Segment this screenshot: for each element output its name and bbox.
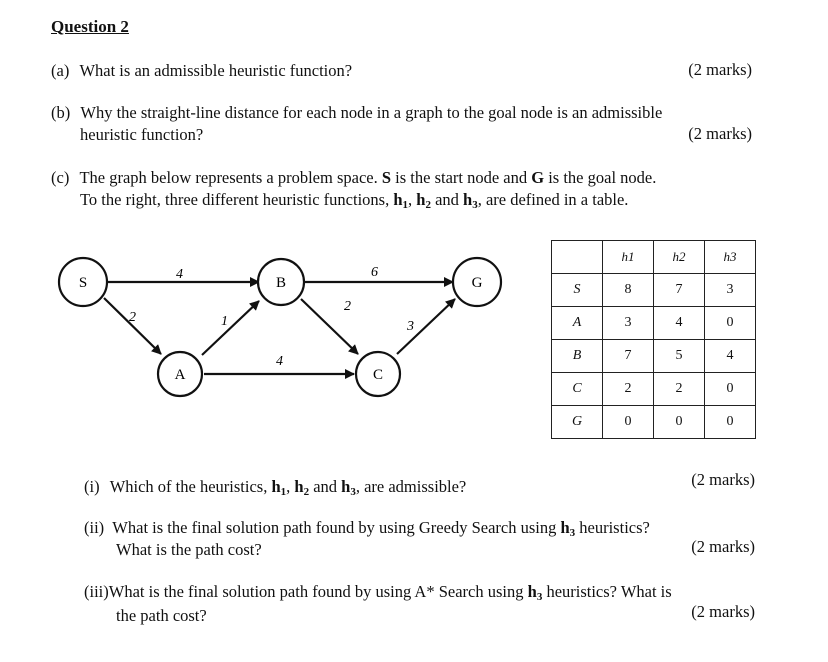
question-a-label: (a) [51, 61, 70, 80]
question-i-marks: (2 marks) [691, 470, 755, 489]
question-c-line2: To the right, three different heuristic functions, $h_1$, $h_2$ and $h_3$, are defined in a table. [80, 190, 629, 211]
table-corner [552, 241, 603, 274]
row-node: C [552, 373, 603, 406]
question-a-text: What is an admissible heuristic function? [79, 61, 353, 80]
question-c-text1a: The graph below represents a problem space. [79, 168, 378, 187]
header-h3: h3 [705, 241, 756, 274]
header-h1: h1 [603, 241, 654, 274]
edge-s-a [104, 298, 161, 354]
question-c-label: (c) [51, 168, 70, 187]
h2-ref: $h_2$ [416, 190, 431, 211]
cell-h2: 5 [654, 340, 705, 373]
question-c-text2a: To the right, three different heuristic functions, [80, 190, 390, 209]
row-node: B [552, 340, 603, 373]
table-row [552, 274, 756, 307]
cell-h1: 7 [603, 340, 654, 373]
node-g [453, 258, 501, 306]
question-c-text1c: is the goal node. [548, 168, 657, 187]
question-title: Question 2 [51, 17, 129, 36]
row-node: G [552, 406, 603, 439]
table-row [552, 373, 756, 406]
cell-h3: 4 [705, 340, 756, 373]
table-row [552, 340, 756, 373]
goal-node-ref: G [531, 168, 545, 187]
cell-h1: 2 [603, 373, 654, 406]
edge-a-b [202, 301, 259, 355]
table-row [552, 307, 756, 340]
cell-h1: 8 [603, 274, 654, 307]
weight-a-b: 1 [221, 314, 228, 329]
weight-b-c: 2 [344, 299, 351, 314]
cell-h3: 3 [705, 274, 756, 307]
table-header-row [552, 241, 756, 274]
question-b-label: (b) [51, 103, 71, 122]
cell-h2: 2 [654, 373, 705, 406]
svg-text:B: B [275, 275, 287, 291]
question-a [51, 60, 352, 81]
cell-h2: 4 [654, 307, 705, 340]
node-a [158, 352, 202, 396]
svg-text:G: G [471, 275, 483, 291]
question-iii-label: (iii) [84, 582, 109, 601]
node-b [258, 259, 304, 305]
cell-h3: 0 [705, 406, 756, 439]
cell-h2: 7 [654, 274, 705, 307]
node-c [356, 352, 400, 396]
question-ii-label: (ii) [84, 518, 105, 537]
question-ii-marks: (2 marks) [691, 537, 755, 556]
question-i: (i) Which of the heuristics, $h_1$, $h_2$ and $h_3$, are admissible? [84, 477, 467, 498]
h3-ref: $h_3$ [463, 190, 478, 211]
table-row [552, 406, 756, 439]
question-iii-marks: (2 marks) [691, 602, 755, 621]
node-s [59, 258, 107, 306]
row-node: A [552, 307, 603, 340]
weight-c-g: 3 [407, 319, 414, 334]
heuristics-table [551, 240, 756, 439]
question-b-line1: Why the straight-line distance for each node in a graph to the goal node is an admissible [80, 103, 663, 122]
cell-h2: 0 [654, 406, 705, 439]
cell-h1: 3 [603, 307, 654, 340]
question-iii-line2: the path cost? [116, 606, 207, 625]
question-c-text1b: is the start node and [395, 168, 528, 187]
weight-s-b: 4 [176, 267, 183, 282]
header-h2: h2 [654, 241, 705, 274]
edge-c-g [397, 299, 455, 354]
question-iii: (iii)What is the final solution path found by using A* Search using $h_3$ heuristics? What is [84, 582, 672, 603]
question-ii: (ii) What is the final solution path found by using Greedy Search using $h_3$ heuristics? [84, 518, 650, 539]
cell-h1: 0 [603, 406, 654, 439]
question-a-marks: (2 marks) [688, 60, 752, 79]
question-c-line1 [51, 167, 656, 188]
weight-b-g: 6 [371, 265, 378, 280]
problem-space-graph [40, 230, 540, 410]
question-ii-line2: What is the path cost? [116, 540, 262, 559]
svg-text:S: S [78, 275, 88, 291]
cell-h3: 0 [705, 373, 756, 406]
cell-h3: 0 [705, 307, 756, 340]
svg-text:A: A [174, 367, 186, 383]
start-node-ref: S [381, 168, 392, 187]
question-b-marks: (2 marks) [688, 124, 752, 143]
svg-text:C: C [372, 367, 384, 383]
question-i-label: (i) [84, 477, 100, 496]
h1-ref: $h_1$ [393, 190, 409, 211]
weight-s-a: 2 [129, 310, 136, 325]
weight-a-c: 4 [276, 354, 283, 369]
row-node: S [552, 274, 603, 307]
question-b-line2: heuristic function? [80, 125, 204, 144]
question-b [51, 102, 662, 123]
